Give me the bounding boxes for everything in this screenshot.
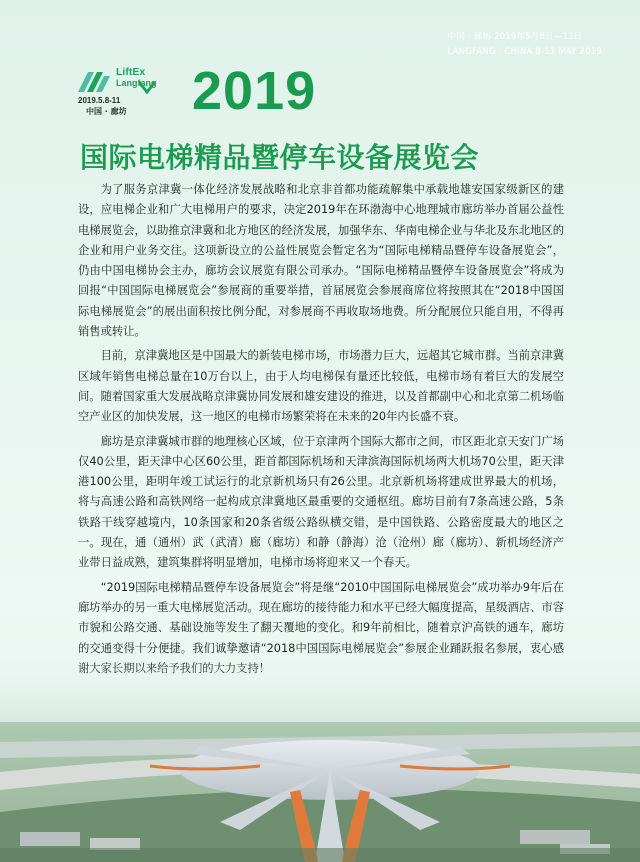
event-year: 2019 xyxy=(192,61,317,121)
paragraph-4: “2019国际电梯精品暨停车设备展览会”将是继“2010中国国际电梯展览会”成功举办9年后在廊坊举办的另一重大电梯展览活动。现在廊坊的接待能力和水平已经大幅度提高，星级酒店、市容市貌和公路交通、基础设施等发生了翻天覆地的变化。和9年前相比，随着京沪高铁的通车，廊坊的交通变得十分便捷。我们诚挚邀请“2018中国国际电梯展览会”参展企业踊跃报名参展，衷心感 xyxy=(78,580,564,655)
header-info xyxy=(448,30,602,60)
airport-aerial-image xyxy=(0,662,640,862)
liftex-logo xyxy=(78,66,158,116)
logo-brand-line1: LiftEx xyxy=(116,66,146,78)
logo-chevron-icon xyxy=(138,80,156,94)
logo-brand-line2: Langfang xyxy=(116,78,157,88)
paragraph-3: 廊坊是京津冀城市群的地理核心区域，位于京津两个国际大都市之间，市区距北京天安门广场仅40公里，距天津中心区60公里，距首都国际机场和天津滨海国际机场两大机场70公里，距天津港100公里，距明年竣工试运行的北京新机场只有26公里。北京新机场将建成世界最大的机场，将与高速公路和高铁网络一起构成京津冀地区最重要的交通枢纽。廊坊目前有7条高速公路，5条铁路干线穿越境内，10条国家和20条省级公路纵横交错，是中国铁路、公路密度最大的地区之一。现在，通（通州）武（武清）廊（廊坊）和静（静海）沧（沧州）廊（廊坊）、新机场经济产业带日益成熟，建筑集群将明显增加，电梯市场将迎来又一个春天。 xyxy=(78,434,564,570)
header-info-en: LANGFANG · CHINA 8-11 MAY 2019 xyxy=(447,47,602,57)
body-text xyxy=(78,180,564,683)
paragraph-1: 为了服务京津冀一体化经济发展战略和北京非首都功能疏解集中承载地雄安国家级新区的建设，应电梯企业和广大电梯用户的要求，决定2019年在环渤海中心地理城市廊坊举办首届公益性电梯展览会，以助推京津冀和北方地区的经济发展，加强华东、华南电梯企业与华北及东北地区的企业和用户业务交往。这项新设立的公益性展览会暂定名为“国际电梯精品暨停车设备展览会”，仍由中国电梯协会主办，廊坊会议展览有限公司承办。“国际电梯精品暨停车设备展览会”将成为回报“中国国际电梯展览会”参展商的重要举措，首届展览会参展商席位将按照其在“2018中国国际电梯展览会”的展出面积按比例分配，对参展商不再收取场地费。所分配展位只能自用，不得再销售或转让。 xyxy=(78,183,564,339)
page-title: 国际电梯精品暨停车设备展览会 xyxy=(80,141,480,174)
liftex-mark-icon xyxy=(78,68,114,94)
paragraph-2: 目前，京津冀地区是中国最大的新装电梯市场，市场潜力巨大，远超其它城市群。当前京津冀区域年销售电梯总量在10万台以上，由于人均电梯保有量还比较低，电梯市场有着巨大的发展空间。随着国家重大发展战略京津冀协同发展和雄安建设的推进，以及首都副中心和北京第二机场临空产业区的加快发展，这一地区的电梯市场繁荣将在未来的20年内长盛不衰。 xyxy=(78,349,564,424)
logo-city: 中国 · 廊坊 xyxy=(86,107,127,116)
logo-date: 2019.5.8-11 xyxy=(78,96,121,105)
header-info-cn: 中国 · 廊坊 2019年5月8日—11日 xyxy=(447,32,583,42)
